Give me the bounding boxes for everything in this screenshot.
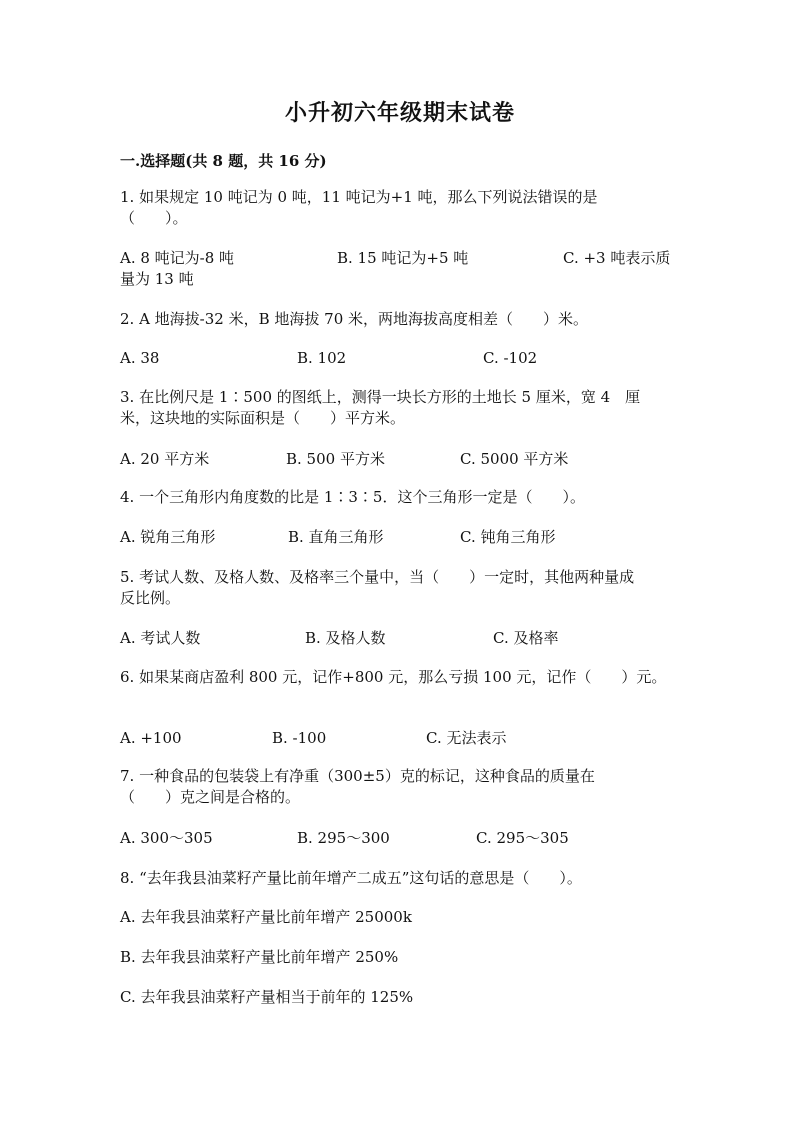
question-4-option-b: B. 直角三角形 [288, 528, 384, 546]
question-7-option-b: B. 295～300 [297, 829, 390, 847]
question-6-option-b: B. -100 [272, 729, 327, 747]
question-2-line-1: 2. A 地海拔-32 米，B 地海拔 70 米，两地海拔高度相差（ ）米。 [120, 310, 589, 328]
question-7-line-2: （ ）克之间是合格的。 [120, 788, 301, 806]
question-5-line-2: 反比例。 [120, 589, 181, 607]
question-7-option-a: A. 300～305 [120, 829, 213, 847]
question-1-option-a: A. 8 吨记为-8 吨 [120, 249, 235, 267]
section-heading: 一.选择题(共 8 题，共 16 分) [120, 152, 327, 170]
question-1-line-2: （ ）。 [120, 209, 188, 227]
question-3-line-1: 3. 在比例尺是 1∶500 的图纸上，测得一块长方形的土地长 5 厘米，宽 4 厘 [120, 388, 641, 406]
question-6-stem [120, 667, 700, 688]
question-2-stem [120, 309, 680, 330]
question-5-stem [120, 567, 680, 609]
question-7-line-1: 7. 一种食品的包装袋上有净重（300±5）克的标记，这种食品的质量在 [120, 767, 595, 785]
question-8-stem [120, 868, 680, 889]
question-1-line-1: 1. 如果规定 10 吨记为 0 吨，11 吨记为+1 吨，那么下列说法错误的是 [120, 188, 598, 206]
question-8-line-1: 8. “去年我县油菜籽产量比前年增产二成五”这句话的意思是（ ）。 [120, 869, 582, 887]
question-4-stem [120, 487, 680, 508]
question-7-stem [120, 766, 680, 808]
question-6-option-c: C. 无法表示 [426, 729, 507, 747]
question-3-line-2: 米，这块地的实际面积是（ ）平方米。 [120, 409, 406, 427]
question-2-option-a: A. 38 [120, 349, 160, 367]
question-3-option-a: A. 20 平方米 [120, 450, 210, 468]
question-5-option-c: C. 及格率 [493, 629, 559, 647]
question-6-line-1: 6. 如果某商店盈利 800 元，记作+800 元，那么亏损 100 元，记作（ ）元。 [120, 668, 667, 686]
question-3-stem [120, 387, 680, 429]
question-5-option-b: B. 及格人数 [305, 629, 386, 647]
question-8-option-b: B. 去年我县油菜籽产量比前年增产 250% [120, 948, 399, 966]
question-5-option-a: A. 考试人数 [120, 629, 201, 647]
question-4-line-1: 4. 一个三角形内角度数的比是 1∶3∶5．这个三角形一定是（ ）。 [120, 488, 585, 506]
question-5-line-1: 5. 考试人数、及格人数、及格率三个量中，当（ ）一定时，其他两种量成 [120, 568, 635, 586]
question-1-option-c-continued: 量为 13 吨 [120, 270, 194, 288]
question-4-option-a: A. 锐角三角形 [120, 528, 216, 546]
question-4-option-c: C. 钝角三角形 [460, 528, 556, 546]
question-3-option-c: C. 5000 平方米 [460, 450, 569, 468]
question-3-option-b: B. 500 平方米 [286, 450, 385, 468]
question-2-option-b: B. 102 [297, 349, 347, 367]
question-1-option-b: B. 15 吨记为+5 吨 [337, 249, 469, 267]
question-8-option-c: C. 去年我县油菜籽产量相当于前年的 125% [120, 988, 414, 1006]
question-1-option-c: C. +3 吨表示质 [563, 249, 671, 267]
question-8-option-a: A. 去年我县油菜籽产量比前年增产 25000k [120, 908, 412, 926]
question-2-option-c: C. -102 [483, 349, 538, 367]
question-1-stem [120, 187, 680, 229]
question-7-option-c: C. 295～305 [476, 829, 569, 847]
question-6-option-a: A. +100 [120, 729, 182, 747]
page-title: 小升初六年级期末试卷 [284, 100, 515, 126]
